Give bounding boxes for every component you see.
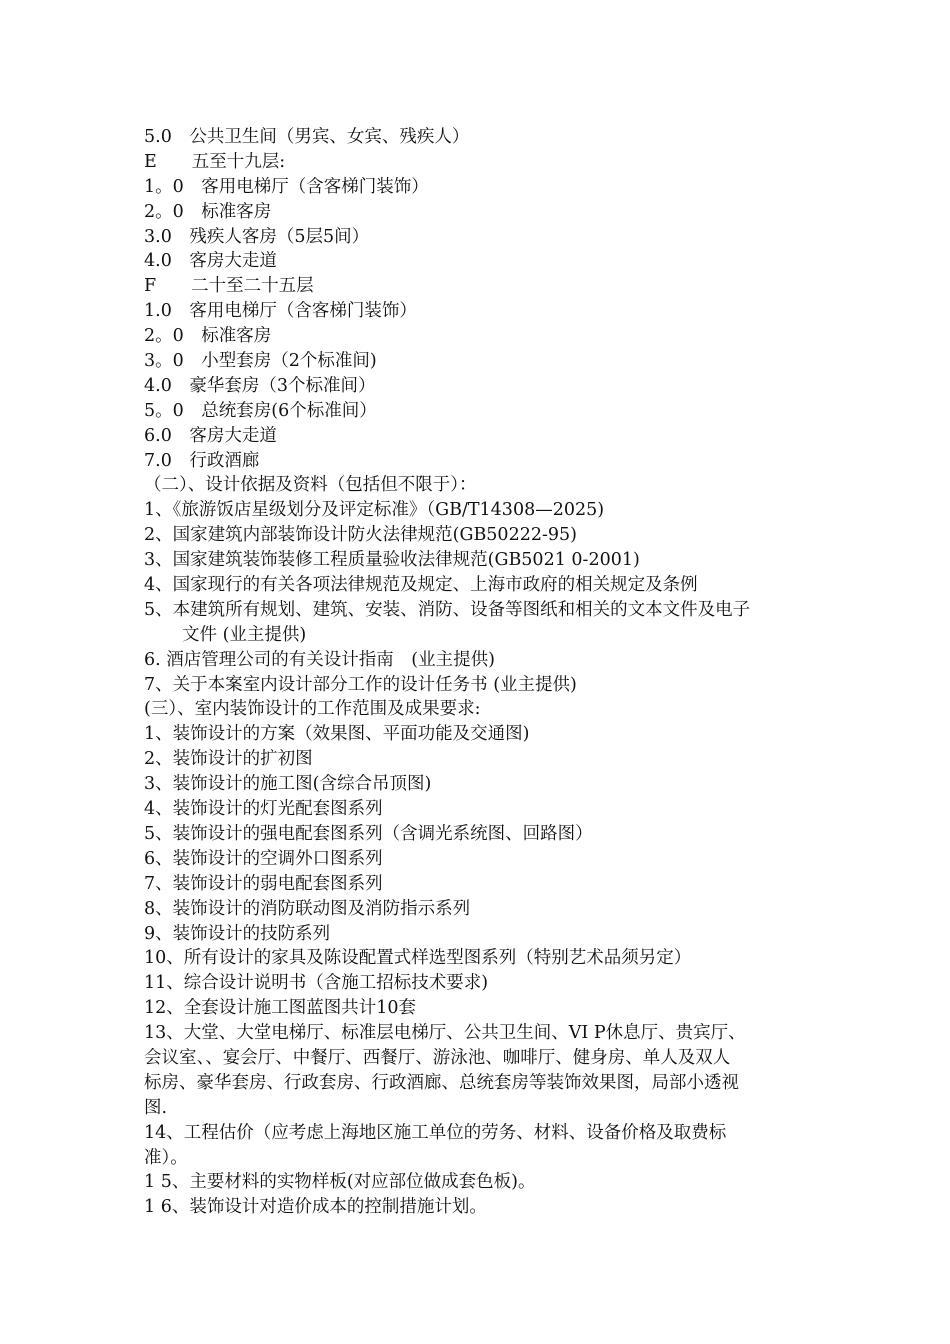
text-line: 2。0 标准客房 <box>144 326 272 347</box>
text-line: 6.0 客房大走道 <box>144 425 277 446</box>
list-item: 1、《旅游饭店星级划分及评定标准》（GB/T14308—2025) <box>144 500 605 521</box>
list-item: 1、装饰设计的方案（效果图、平面功能及交通图) <box>144 724 530 745</box>
text-line: 1.0 客用电梯厅（含客梯门装饰） <box>144 301 417 322</box>
list-item: 14、工程估价（应考虑上海地区施工单位的劳务、材料、设备价格及取费标 <box>144 1122 727 1143</box>
text-line: 1。0 客用电梯厅（含客梯门装饰） <box>144 176 429 197</box>
list-item: 8、装饰设计的消防联动图及消防指示系列 <box>144 898 471 919</box>
list-item: 6、装饰设计的空调外口图系列 <box>144 848 383 869</box>
list-item: 1 5、主要材料的实物样板(对应部位做成套色板)。 <box>144 1172 536 1193</box>
text-line: 5.0 公共卫生间（男宾、女宾、残疾人） <box>144 127 470 147</box>
text-line: 4.0 豪华套房（3个标准间） <box>144 375 376 396</box>
text-line: 3。0 小型套房（2个标准间) <box>144 351 377 372</box>
text-line: 5。0 总统套房(6个标准间） <box>144 400 377 421</box>
section-heading: （二）、设计依据及资料（包括但不限于）： <box>144 475 477 496</box>
document-body <box>144 125 814 1220</box>
list-item: 5、装饰设计的强电配套图系列（含调光系统图、回路图） <box>144 823 593 844</box>
list-item: 3、装饰设计的施工图(含综合吊顶图) <box>144 774 432 795</box>
list-item: 4、装饰设计的灯光配套图系列 <box>144 799 383 820</box>
list-item: 5、本建筑所有规划、建筑、安装、消防、设备等图纸和相关的文本文件及电子 <box>144 599 751 620</box>
list-item: 1 6、装饰设计对造价成本的控制措施计划。 <box>144 1197 487 1218</box>
list-item: 10、所有设计的家具及陈设配置式样选型图系列（特别艺术品须另定） <box>144 948 692 969</box>
list-item: 13、大堂、大堂电梯厅、标准层电梯厅、公共卫生间、VI P休息厅、贵宾厅、 <box>144 1023 746 1044</box>
list-item: 3、国家建筑装饰装修工程质量验收法律规范(GB5021 0-2001) <box>144 550 640 571</box>
text-line: 2。0 标准客房 <box>144 201 272 222</box>
list-item-continuation: 文件 (业主提供) <box>182 624 307 645</box>
list-item: 11、综合设计说明书（含施工招标技术要求) <box>144 973 489 994</box>
section-heading: E 五至十九层: <box>144 151 286 172</box>
list-item: 12、全套设计施工图蓝图共计10套 <box>144 998 417 1019</box>
list-item-continuation: 会议室、、宴会厅、中餐厅、西餐厅、游泳池、咖啡厅、健身房、单人及双人 <box>144 1047 731 1068</box>
list-item: 4、国家现行的有关各项法律规范及规定、上海市政府的相关规定及条例 <box>144 575 698 596</box>
section-heading: (三）、室内装饰设计的工作范围及成果要求: <box>144 699 481 720</box>
list-item-continuation: 准）。 <box>144 1147 188 1168</box>
list-item: 7、装饰设计的弱电配套图系列 <box>144 873 383 894</box>
list-item: 2、装饰设计的扩初图 <box>144 749 313 770</box>
text-line: 4.0 客房大走道 <box>144 251 277 272</box>
list-item: 7、关于本案室内设计部分工作的设计任务书 (业主提供) <box>144 674 577 695</box>
section-heading: F 二十至二十五层 <box>144 276 314 297</box>
list-item-continuation: 标房、豪华套房、行政套房、行政酒廊、总统套房等装饰效果图，局部小透视 <box>144 1072 739 1093</box>
text-line: 3.0 残疾人客房（5层5间） <box>144 226 370 247</box>
list-item-continuation: 图. <box>144 1097 168 1118</box>
list-item: 9、装饰设计的技防系列 <box>144 923 331 944</box>
list-item: 6. 酒店管理公司的有关设计指南 (业主提供) <box>144 649 495 670</box>
text-line: 7.0 行政酒廊 <box>144 450 260 471</box>
list-item: 2、国家建筑内部装饰设计防火法律规范(GB50222-95) <box>144 525 577 546</box>
